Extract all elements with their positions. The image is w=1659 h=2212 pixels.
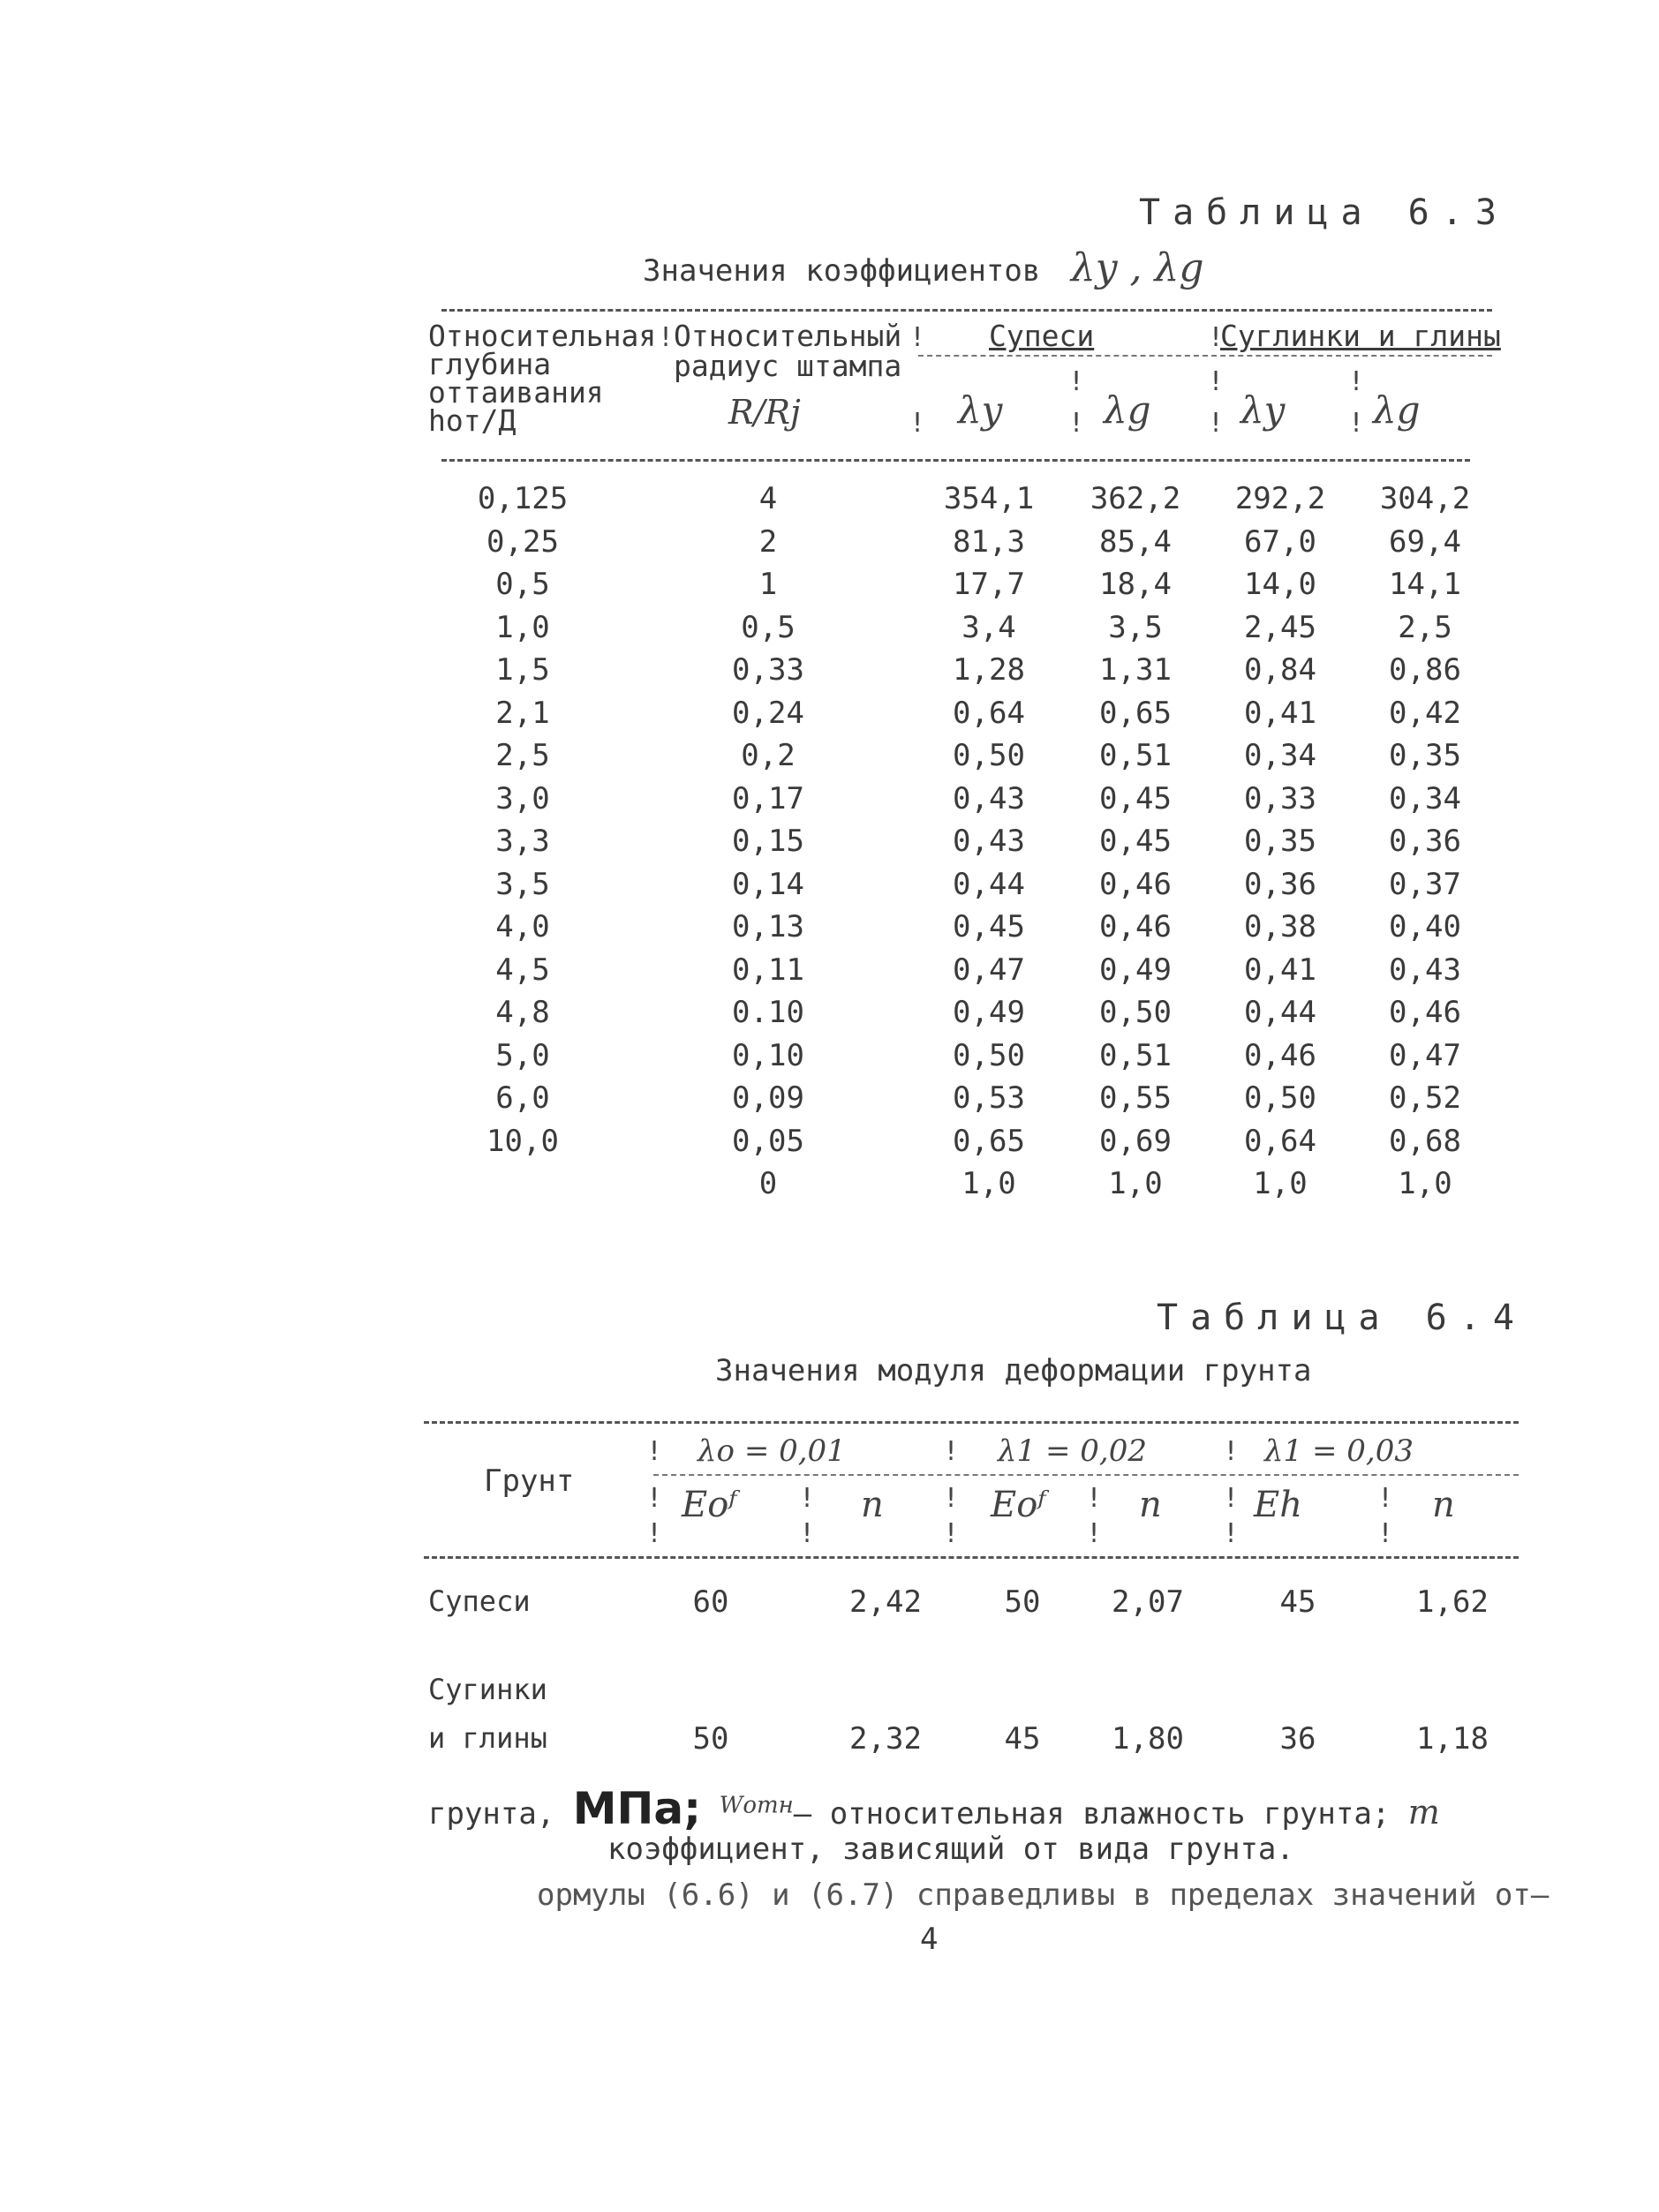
sub-n-1: n [861, 1485, 884, 1525]
separator-mark: ! [1208, 322, 1225, 353]
cell-depth: 6,0 [495, 1080, 550, 1116]
table-6-3-heading [643, 245, 1204, 290]
cell-clay-g: 0,46 [1389, 995, 1461, 1030]
separator-mark: ! [1377, 1518, 1394, 1549]
separator-mark: ! [1348, 366, 1365, 397]
table-6-3-header-rule [441, 459, 1470, 462]
col-depth-header-line3: оттаивания [428, 375, 604, 410]
separator-mark: ! [943, 1436, 960, 1467]
cell-clay-g: 0,42 [1389, 695, 1461, 731]
cell-n-1: 2,42 [849, 1584, 922, 1620]
cell-radius: 0,13 [732, 909, 804, 944]
cell-e-2: 50 [1004, 1584, 1041, 1620]
cell-clay-y: 0,35 [1244, 824, 1316, 859]
group-sandy-loam: Супеси [989, 319, 1095, 353]
cell-radius: 0,14 [732, 866, 804, 902]
cell-e-2: 45 [1004, 1721, 1041, 1757]
table-row [0, 995, 1659, 1037]
group-lambda-1: λ1 = 0,02 [998, 1433, 1147, 1469]
col-radius-header-line2: радиус штампа [674, 349, 902, 383]
cell-clay-y: 2,45 [1244, 609, 1316, 645]
group-lambda-0: λo = 0,01 [698, 1433, 846, 1469]
col-depth-header-line4: hот/Д [428, 403, 517, 438]
cell-sandy-y: 81,3 [953, 523, 1025, 560]
cell-soil: Сугинки [428, 1673, 547, 1706]
cell-sandy-y: 0,45 [953, 909, 1025, 944]
cell-e-3: 45 [1279, 1584, 1316, 1620]
cell-sandy-g: 0,49 [1099, 952, 1172, 988]
heading-symbols: λy , λg [1070, 245, 1204, 290]
cell-radius: 1 [758, 567, 778, 602]
cell-sandy-y: 0,53 [953, 1080, 1025, 1116]
cell-sandy-g: 0,51 [1099, 1037, 1172, 1073]
cell-sandy-g: 0,65 [1099, 695, 1172, 731]
footer-prefix: грунта, [428, 1796, 555, 1832]
cell-e-1: 60 [692, 1584, 729, 1620]
cell-depth: 10,0 [486, 1123, 559, 1159]
symbol-w-rel: Wотн [719, 1792, 794, 1819]
sub-e-2: Eoᶠ [991, 1485, 1046, 1525]
cell-sandy-g: 1,0 [1108, 1166, 1163, 1201]
cell-clay-y: 0,64 [1244, 1123, 1316, 1159]
cell-clay-y: 0,41 [1244, 952, 1316, 988]
cell-depth: 3,0 [495, 780, 550, 816]
cell-sandy-y: 354,1 [943, 481, 1035, 516]
sub-n-2: n [1139, 1485, 1162, 1525]
cell-clay-g: 0,36 [1389, 824, 1461, 859]
cell-clay-g: 14,1 [1389, 567, 1461, 602]
sub-sandy-g: λg [1104, 388, 1151, 432]
cell-n-3: 1,62 [1416, 1584, 1489, 1620]
table-row [0, 952, 1659, 995]
table-row [0, 738, 1659, 780]
cell-radius: 0,2 [741, 738, 796, 773]
cell-sandy-y: 0,47 [953, 952, 1025, 988]
separator-mark: ! [1348, 408, 1365, 439]
cell-sandy-g: 0,46 [1099, 866, 1172, 902]
separator-mark: ! [646, 1436, 663, 1467]
cell-sandy-g: 0,51 [1099, 738, 1172, 773]
col-radius-header [674, 319, 902, 383]
table-row [0, 1038, 1659, 1080]
cell-depth: 0,5 [495, 567, 550, 602]
table-row [0, 781, 1659, 824]
table-row [0, 524, 1659, 567]
separator-mark: ! [909, 322, 926, 353]
cell-sandy-g: 0,45 [1099, 780, 1172, 816]
cell-n-2: 2,07 [1112, 1584, 1184, 1620]
cell-sandy-g: 1,31 [1099, 652, 1172, 688]
cell-radius: 0,15 [732, 824, 804, 859]
cell-radius: 0,17 [732, 780, 804, 816]
cell-radius: 0,24 [732, 695, 804, 731]
cell-clay-y: 0,84 [1244, 652, 1316, 688]
cell-clay-g: 0,86 [1389, 652, 1461, 688]
sub-e-1: Eoᶠ [682, 1485, 737, 1525]
cell-sandy-g: 18,4 [1099, 567, 1172, 602]
cell-radius: 0,5 [741, 609, 796, 645]
cell-n-3: 1,18 [1416, 1721, 1489, 1757]
footer-definition: – относительная влажность грунта; [793, 1796, 1391, 1832]
page-number: 4 [920, 1922, 939, 1957]
cell-e-1: 50 [692, 1721, 729, 1757]
sub-clay-y: λy [1240, 388, 1286, 432]
cell-radius: 0.10 [732, 995, 804, 1030]
cell-clay-g: 1,0 [1398, 1166, 1452, 1201]
cell-sandy-g: 0,46 [1099, 909, 1172, 944]
cell-sandy-y: 17,7 [953, 567, 1025, 602]
cell-n-1: 2,32 [849, 1721, 922, 1757]
cell-depth: 5,0 [495, 1037, 550, 1073]
cell-clay-g: 0,68 [1389, 1123, 1461, 1159]
separator-mark: ! [1208, 366, 1225, 397]
table-row [0, 481, 1659, 523]
cell-sandy-g: 0,55 [1099, 1080, 1172, 1116]
cell-sandy-y: 0,44 [953, 866, 1025, 902]
cell-depth: 1,0 [495, 609, 550, 645]
cell-clay-y: 0,50 [1244, 1080, 1316, 1116]
cell-sandy-g: 3,5 [1108, 609, 1163, 645]
cell-radius: 0,10 [732, 1037, 804, 1073]
cell-clay-g: 69,4 [1389, 523, 1461, 560]
table-row [0, 652, 1659, 695]
cell-depth: 0,125 [477, 481, 569, 516]
cell-radius: 0,33 [732, 652, 804, 688]
cell-radius: 0,09 [732, 1080, 804, 1116]
cell-clay-y: 14,0 [1244, 567, 1316, 602]
table-6-4-header-rule [424, 1556, 1519, 1559]
cell-depth: 3,3 [495, 824, 550, 859]
cell-clay-g: 2,5 [1398, 609, 1452, 645]
cell-sandy-y: 0,50 [953, 738, 1025, 773]
col-depth-header-line2: глубина [428, 347, 552, 381]
cell-clay-y: 0,41 [1244, 695, 1316, 731]
col-soil-header: Грунт [484, 1463, 575, 1499]
footer-line-3: ормулы (6.6) и (6.7) справедливы в пределах значений от– [537, 1877, 1550, 1913]
separator-mark: ! [1208, 408, 1225, 439]
heading-text: Значения коэффициентов [643, 253, 1041, 289]
table-row [0, 567, 1659, 609]
cell-clay-y: 0,46 [1244, 1037, 1316, 1073]
cell-radius: 0,11 [732, 952, 804, 988]
separator-mark: ! [799, 1483, 816, 1514]
cell-sandy-y: 0,43 [953, 824, 1025, 859]
cell-depth: 0,25 [486, 523, 559, 560]
sub-e-3: Eh [1254, 1485, 1302, 1525]
separator-mark: ! [943, 1518, 960, 1549]
cell-clay-y: 0,33 [1244, 780, 1316, 816]
separator-mark: ! [1068, 408, 1085, 439]
table-row [0, 1124, 1659, 1166]
table-6-3-caption: Таблица 6.3 [1139, 192, 1509, 233]
cell-sandy-y: 1,0 [961, 1166, 1016, 1201]
cell-clay-y: 0,38 [1244, 909, 1316, 944]
cell-clay-g: 0,47 [1389, 1037, 1461, 1073]
sub-n-3: n [1432, 1485, 1455, 1525]
cell-sandy-y: 3,4 [961, 609, 1016, 645]
cell-radius: 0 [758, 1166, 778, 1201]
cell-sandy-y: 1,28 [953, 652, 1025, 688]
cell-soil: и глины [428, 1721, 547, 1755]
cell-sandy-y: 0,65 [953, 1123, 1025, 1159]
cell-sandy-g: 0,50 [1099, 995, 1172, 1030]
footer-line-1 [428, 1783, 1440, 1834]
cell-clay-y: 292,2 [1234, 481, 1326, 516]
separator-mark: ! [1223, 1436, 1240, 1467]
cell-depth: 1,5 [495, 652, 550, 688]
cell-clay-y: 0,34 [1244, 738, 1316, 773]
cell-radius: 2 [758, 523, 778, 560]
cell-sandy-y: 0,43 [953, 780, 1025, 816]
cell-depth: 4,5 [495, 952, 550, 988]
separator-mark: ! [799, 1518, 816, 1549]
cell-clay-g: 0,43 [1389, 952, 1461, 988]
cell-clay-y: 67,0 [1244, 523, 1316, 560]
cell-clay-y: 0,44 [1244, 995, 1316, 1030]
separator-mark: ! [658, 322, 675, 353]
table-row [0, 696, 1659, 738]
separator-mark: ! [646, 1483, 663, 1514]
footer-line-2: коэффициент, зависящий от вида грунта. [607, 1832, 1294, 1867]
table-row [0, 1166, 1659, 1208]
col-radius-symbol: R/Rj [728, 393, 801, 432]
separator-mark: ! [909, 408, 926, 439]
cell-sandy-g: 85,4 [1099, 523, 1172, 560]
sub-sandy-y: λy [958, 388, 1003, 432]
cell-sandy-g: 0,69 [1099, 1123, 1172, 1159]
cell-soil: Супеси [428, 1584, 531, 1618]
cell-clay-g: 0,35 [1389, 738, 1461, 773]
table-row [0, 867, 1659, 909]
table-6-3-top-rule [441, 309, 1492, 312]
separator-mark: ! [646, 1518, 663, 1549]
separator-mark: ! [1068, 366, 1085, 397]
cell-radius: 0,05 [732, 1123, 804, 1159]
cell-depth: 2,1 [495, 695, 550, 731]
separator-mark: ! [943, 1483, 960, 1514]
cell-n-2: 1,80 [1112, 1721, 1184, 1757]
cell-depth: 2,5 [495, 738, 550, 773]
separator-mark: ! [1377, 1483, 1394, 1514]
cell-clay-g: 0,37 [1389, 866, 1461, 902]
cell-sandy-y: 0,49 [953, 995, 1025, 1030]
cell-clay-y: 1,0 [1253, 1166, 1308, 1201]
group-underline [918, 355, 1492, 357]
symbol-m: m [1407, 1793, 1440, 1832]
cell-depth: 4,0 [495, 909, 550, 944]
group-lambda-2: λ1 = 0,03 [1264, 1433, 1414, 1469]
separator-mark: ! [1223, 1483, 1240, 1514]
cell-sandy-y: 0,50 [953, 1037, 1025, 1073]
cell-depth: 4,8 [495, 995, 550, 1030]
separator-mark: ! [1086, 1483, 1103, 1514]
unit-mpa: МПа; [572, 1783, 702, 1834]
cell-sandy-g: 0,45 [1099, 824, 1172, 859]
cell-sandy-y: 0,64 [953, 695, 1025, 731]
separator-mark: ! [1086, 1518, 1103, 1549]
group-loam-clay: Суглинки и глины [1220, 319, 1501, 353]
separator-mark: ! [1223, 1518, 1240, 1549]
cell-depth: 3,5 [495, 866, 550, 902]
cell-clay-g: 0,40 [1389, 909, 1461, 944]
cell-e-3: 36 [1279, 1721, 1316, 1757]
cell-clay-g: 0,52 [1389, 1080, 1461, 1116]
cell-radius: 4 [758, 481, 778, 516]
cell-clay-g: 304,2 [1379, 481, 1471, 516]
cell-clay-y: 0,36 [1244, 866, 1316, 902]
cell-clay-g: 0,34 [1389, 780, 1461, 816]
table-row [0, 909, 1659, 952]
cell-sandy-g: 362,2 [1090, 481, 1181, 516]
col-depth-header-line1: Относительная [428, 319, 657, 353]
table-6-4-top-rule [424, 1421, 1519, 1424]
table-row [0, 610, 1659, 652]
table-6-4-caption: Таблица 6.4 [1157, 1298, 1527, 1338]
sub-clay-g: λg [1373, 388, 1421, 432]
table-row [0, 1080, 1659, 1123]
table-6-4-heading: Значения модуля деформации грунта [715, 1353, 1312, 1388]
table-row [0, 824, 1659, 866]
group-underline [653, 1474, 1519, 1476]
col-depth-header [428, 319, 657, 438]
col-radius-header-line1: Относительный [674, 319, 902, 353]
